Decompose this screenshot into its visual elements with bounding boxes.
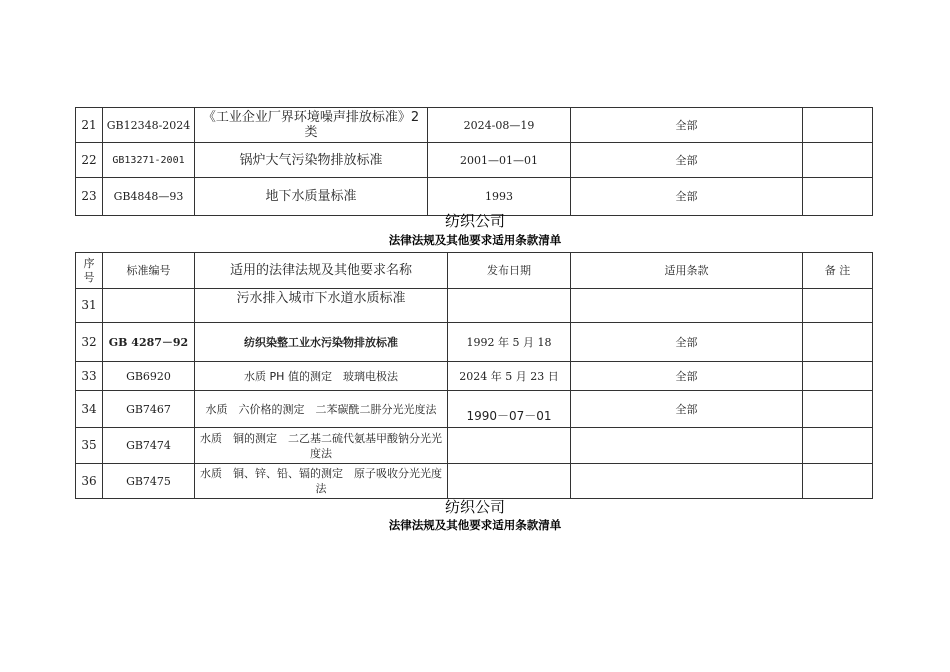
table-row [76, 143, 873, 178]
table-row [76, 428, 873, 464]
regulations-table [75, 252, 873, 499]
header-publish-date: 发布日期 [448, 253, 571, 289]
standard-code [103, 289, 195, 323]
table-row [76, 362, 873, 391]
applicable-clauses: 全部 [571, 178, 803, 216]
table-row [76, 108, 873, 143]
table-row [76, 178, 873, 216]
applicable-clauses: 全部 [571, 391, 803, 428]
publish-date: 2024-08—19 [428, 108, 571, 143]
publish-date: 1993 [428, 178, 571, 216]
row-number: 35 [76, 428, 103, 464]
row-number: 21 [76, 108, 103, 143]
standard-code: GB7475 [103, 464, 195, 499]
header-standard-code: 标准编号 [103, 253, 195, 289]
header-serial-number: 序号 [76, 253, 103, 289]
table-row [76, 391, 873, 428]
standard-name: 《工业企业厂界环境噪声排放标准》2 类 [195, 108, 428, 143]
standard-name: 水质 PH 值的测定 玻璃电极法 [195, 362, 448, 391]
publish-date [448, 289, 571, 323]
standard-code: GB 4287－92 [103, 323, 195, 362]
publish-date: 2024 年 5 月 23 日 [448, 362, 571, 391]
applicable-clauses [571, 289, 803, 323]
table-row [76, 464, 873, 499]
row-number: 22 [76, 143, 103, 178]
header-row [76, 253, 873, 289]
remark [803, 178, 873, 216]
header-applicable-clauses: 适用条款 [571, 253, 803, 289]
company-title: 纺织公司 [444, 212, 505, 230]
row-number: 34 [76, 391, 103, 428]
regulations-table-continued [75, 107, 873, 216]
standard-name: 水质 铜、锌、铅、镉的测定 原子吸收分光光度法 [195, 464, 448, 499]
publish-date: 2001—01—01 [428, 143, 571, 178]
remark [803, 323, 873, 362]
standard-code: GB7474 [103, 428, 195, 464]
row-number: 23 [76, 178, 103, 216]
company-title: 纺织公司 [444, 498, 505, 516]
standard-name: 地下水质量标准 [195, 178, 428, 216]
row-number: 36 [76, 464, 103, 499]
applicable-clauses [571, 464, 803, 499]
table-row [76, 323, 873, 362]
row-number: 32 [76, 323, 103, 362]
publish-date [448, 464, 571, 499]
standard-name: 水质 铜的测定 二乙基二硫代氨基甲酸钠分光光度法 [195, 428, 448, 464]
remark [803, 464, 873, 499]
applicable-clauses: 全部 [571, 323, 803, 362]
standard-code: GB4848—93 [103, 178, 195, 216]
table-row [76, 289, 873, 323]
document-subtitle: 法律法规及其他要求适用条款清单 [388, 233, 562, 247]
remark [803, 362, 873, 391]
standard-name: 水质 六价格的测定 二苯碳酰二肼分光光度法 [195, 391, 448, 428]
standard-code: GB6920 [103, 362, 195, 391]
remark [803, 391, 873, 428]
row-number: 33 [76, 362, 103, 391]
publish-date: 1992 年 5 月 18 [448, 323, 571, 362]
header-remark: 备 注 [803, 253, 873, 289]
standard-code: GB13271-2001 [103, 143, 195, 178]
standard-name: 纺织染整工业水污染物排放标准 [195, 323, 448, 362]
publish-date: 1990－07－01 [448, 391, 571, 428]
applicable-clauses: 全部 [571, 143, 803, 178]
document-subtitle: 法律法规及其他要求适用条款清单 [388, 518, 562, 532]
row-number: 31 [76, 289, 103, 323]
remark [803, 289, 873, 323]
applicable-clauses: 全部 [571, 108, 803, 143]
applicable-clauses: 全部 [571, 362, 803, 391]
publish-date [448, 428, 571, 464]
standard-code: GB7467 [103, 391, 195, 428]
applicable-clauses [571, 428, 803, 464]
standard-code: GB12348-2024 [103, 108, 195, 143]
standard-name: 污水排入城市下水道水质标准 [195, 289, 448, 323]
remark [803, 108, 873, 143]
header-regulation-name: 适用的法律法规及其他要求名称 [195, 253, 448, 289]
remark [803, 428, 873, 464]
remark [803, 143, 873, 178]
standard-name: 锅炉大气污染物排放标准 [195, 143, 428, 178]
